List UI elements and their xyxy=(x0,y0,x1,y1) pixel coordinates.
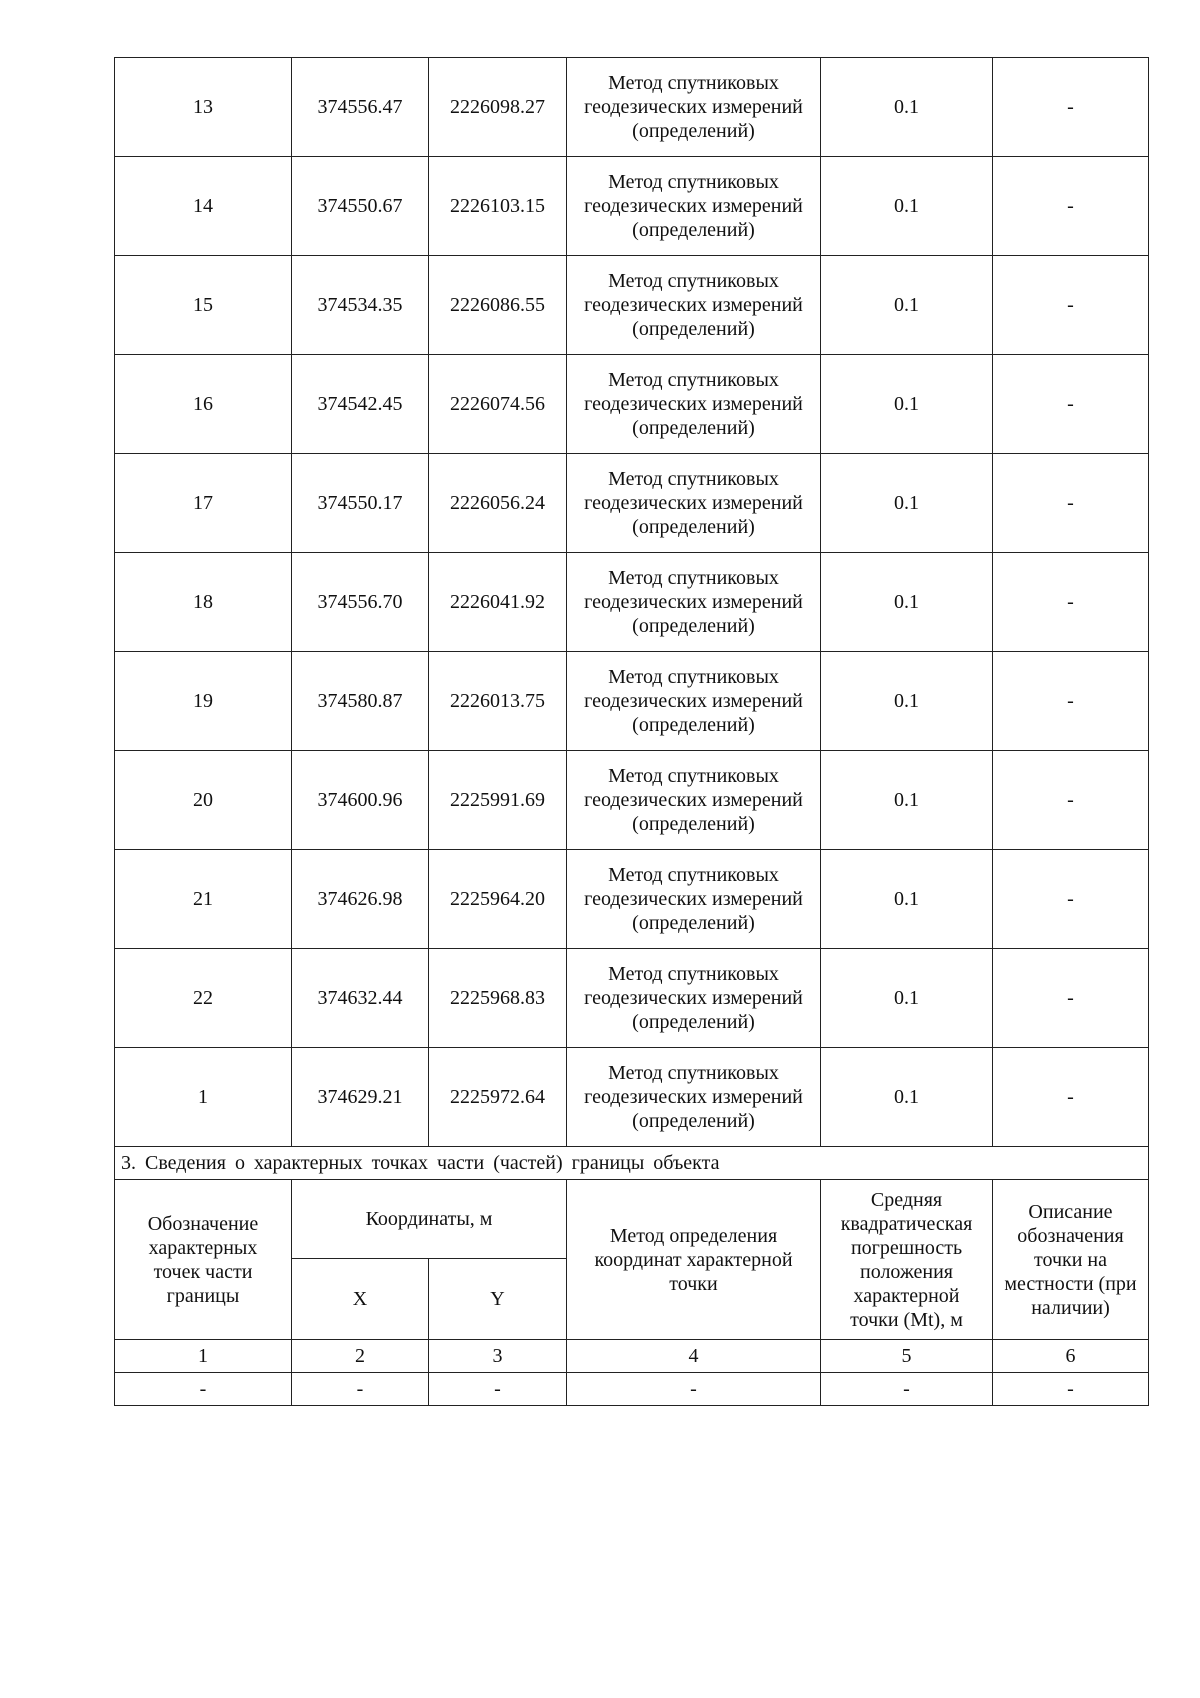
empty-cell: - xyxy=(993,1373,1149,1406)
point-number: 16 xyxy=(115,355,292,454)
coord-x: 374580.87 xyxy=(292,652,429,751)
table-row xyxy=(115,850,1149,949)
error-mt: 0.1 xyxy=(821,553,993,652)
error-mt: 0.1 xyxy=(821,58,993,157)
point-number: 21 xyxy=(115,850,292,949)
coord-x: 374556.47 xyxy=(292,58,429,157)
point-number: 17 xyxy=(115,454,292,553)
table-row xyxy=(115,652,1149,751)
coord-y: 2226086.55 xyxy=(429,256,567,355)
method: Метод спутниковых геодезических измерений (определений) xyxy=(567,1048,821,1147)
coord-y: 2225972.64 xyxy=(429,1048,567,1147)
method: Метод спутниковых геодезических измерений (определений) xyxy=(567,58,821,157)
method: Метод спутниковых геодезических измерений (определений) xyxy=(567,652,821,751)
coord-x: 374556.70 xyxy=(292,553,429,652)
error-mt: 0.1 xyxy=(821,850,993,949)
error-mt: 0.1 xyxy=(821,355,993,454)
coord-y: 2225991.69 xyxy=(429,751,567,850)
error-mt: 0.1 xyxy=(821,454,993,553)
header-designation: Обозначение характерных точек части границы xyxy=(115,1180,292,1340)
header-error: Средняя квадратическая погрешность положения характерной точки (Mt), м xyxy=(821,1180,993,1340)
section-3-title: 3. Сведения о характерных точках части (частей) границы объекта xyxy=(115,1147,1149,1180)
coord-x: 374550.17 xyxy=(292,454,429,553)
section-3-header-row xyxy=(115,1180,1149,1259)
coord-y: 2225964.20 xyxy=(429,850,567,949)
coord-x: 374550.67 xyxy=(292,157,429,256)
description: - xyxy=(993,850,1149,949)
coord-y: 2226103.15 xyxy=(429,157,567,256)
header-y: Y xyxy=(429,1259,567,1340)
method: Метод спутниковых геодезических измерений (определений) xyxy=(567,157,821,256)
header-coordinates: Координаты, м xyxy=(292,1180,567,1259)
description: - xyxy=(993,157,1149,256)
table-row xyxy=(115,751,1149,850)
header-x: X xyxy=(292,1259,429,1340)
method: Метод спутниковых геодезических измерений (определений) xyxy=(567,454,821,553)
table-row xyxy=(115,949,1149,1048)
empty-cell: - xyxy=(429,1373,567,1406)
empty-cell: - xyxy=(567,1373,821,1406)
description: - xyxy=(993,454,1149,553)
method: Метод спутниковых геодезических измерений (определений) xyxy=(567,850,821,949)
column-number: 6 xyxy=(993,1340,1149,1373)
section-3-title-row xyxy=(115,1147,1149,1180)
column-number: 2 xyxy=(292,1340,429,1373)
coord-y: 2225968.83 xyxy=(429,949,567,1048)
table-row xyxy=(115,157,1149,256)
coord-x: 374629.21 xyxy=(292,1048,429,1147)
description: - xyxy=(993,355,1149,454)
column-number: 5 xyxy=(821,1340,993,1373)
error-mt: 0.1 xyxy=(821,652,993,751)
description: - xyxy=(993,751,1149,850)
empty-cell: - xyxy=(821,1373,993,1406)
column-number: 4 xyxy=(567,1340,821,1373)
header-description: Описание обозначения точки на местности (при наличии) xyxy=(993,1180,1149,1340)
coord-y: 2226041.92 xyxy=(429,553,567,652)
description: - xyxy=(993,553,1149,652)
description: - xyxy=(993,652,1149,751)
header-method: Метод определения координат характерной точки xyxy=(567,1180,821,1340)
point-number: 22 xyxy=(115,949,292,1048)
point-number: 19 xyxy=(115,652,292,751)
method: Метод спутниковых геодезических измерений (определений) xyxy=(567,751,821,850)
error-mt: 0.1 xyxy=(821,157,993,256)
coord-y: 2226074.56 xyxy=(429,355,567,454)
coord-x: 374600.96 xyxy=(292,751,429,850)
point-number: 13 xyxy=(115,58,292,157)
empty-data-row xyxy=(115,1373,1149,1406)
method: Метод спутниковых геодезических измерений (определений) xyxy=(567,553,821,652)
point-number: 18 xyxy=(115,553,292,652)
coord-y: 2226056.24 xyxy=(429,454,567,553)
method: Метод спутниковых геодезических измерений (определений) xyxy=(567,355,821,454)
table-row xyxy=(115,355,1149,454)
point-number: 20 xyxy=(115,751,292,850)
table-row xyxy=(115,553,1149,652)
points-body xyxy=(115,58,1149,1147)
boundary-points-table xyxy=(114,57,1149,1406)
description: - xyxy=(993,256,1149,355)
description: - xyxy=(993,949,1149,1048)
empty-cell: - xyxy=(292,1373,429,1406)
error-mt: 0.1 xyxy=(821,751,993,850)
coord-x: 374534.35 xyxy=(292,256,429,355)
coord-x: 374626.98 xyxy=(292,850,429,949)
table-row xyxy=(115,256,1149,355)
table-row xyxy=(115,1048,1149,1147)
coord-x: 374632.44 xyxy=(292,949,429,1048)
method: Метод спутниковых геодезических измерений (определений) xyxy=(567,949,821,1048)
column-numbers-row xyxy=(115,1340,1149,1373)
point-number: 1 xyxy=(115,1048,292,1147)
error-mt: 0.1 xyxy=(821,256,993,355)
empty-cell: - xyxy=(115,1373,292,1406)
coord-x: 374542.45 xyxy=(292,355,429,454)
table-row xyxy=(115,454,1149,553)
description: - xyxy=(993,58,1149,157)
description: - xyxy=(993,1048,1149,1147)
column-number: 1 xyxy=(115,1340,292,1373)
coord-y: 2226013.75 xyxy=(429,652,567,751)
coord-y: 2226098.27 xyxy=(429,58,567,157)
error-mt: 0.1 xyxy=(821,949,993,1048)
method: Метод спутниковых геодезических измерений (определений) xyxy=(567,256,821,355)
error-mt: 0.1 xyxy=(821,1048,993,1147)
point-number: 15 xyxy=(115,256,292,355)
point-number: 14 xyxy=(115,157,292,256)
column-number: 3 xyxy=(429,1340,567,1373)
table-row xyxy=(115,58,1149,157)
section-3 xyxy=(115,1147,1149,1406)
